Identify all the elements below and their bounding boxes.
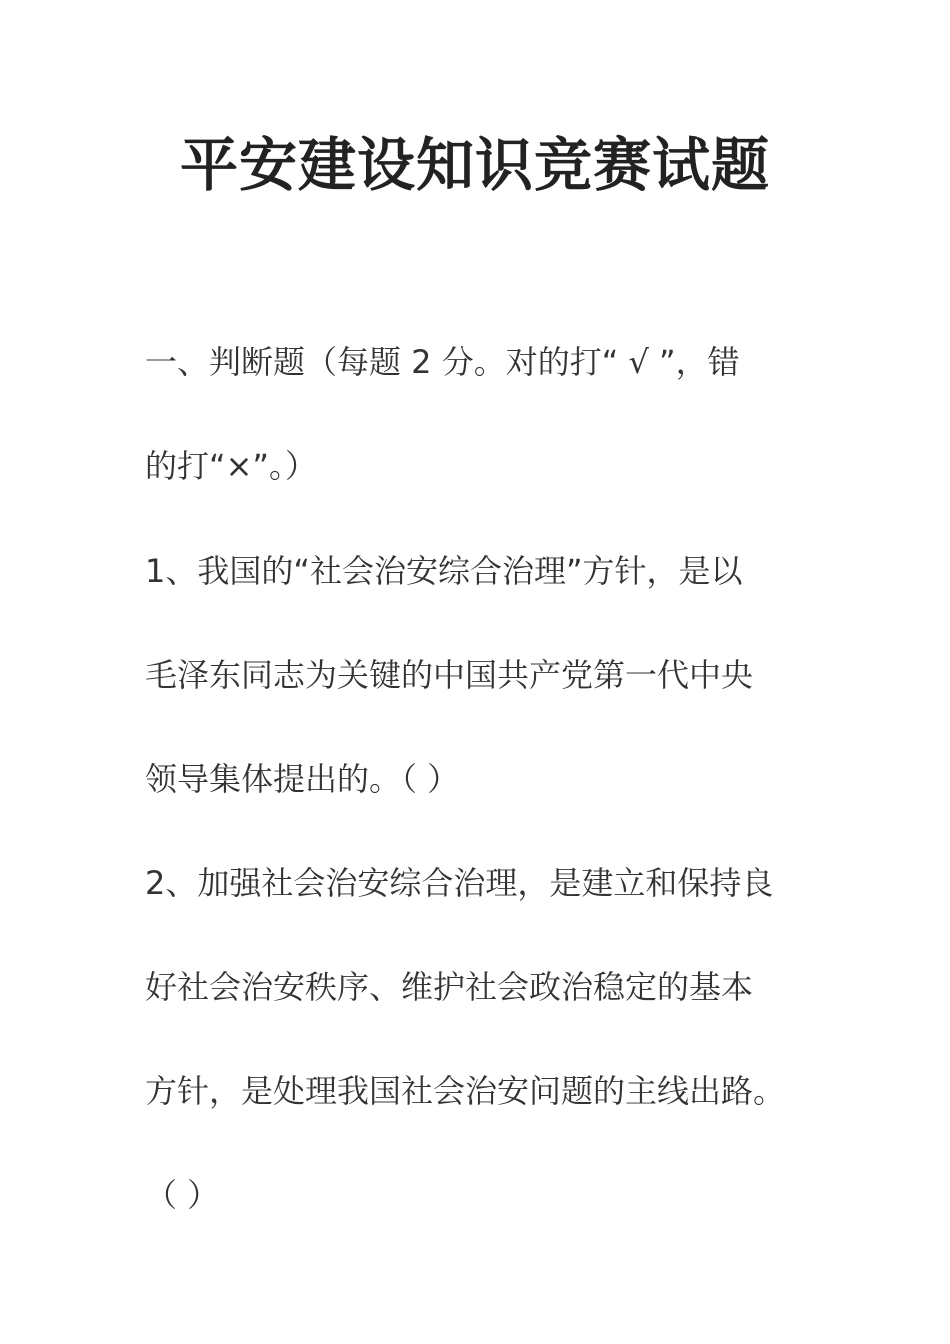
question-2-line-1: 2、加强社会治安综合治理，是建立和保持良 — [145, 864, 774, 902]
document-title: 平安建设知识竞赛试题 — [179, 131, 770, 199]
question-1-line-2: 毛泽东同志为关键的中国共产党第一代中央 — [145, 656, 754, 694]
question-1-line-3: 领导集体提出的。（ ） — [145, 760, 460, 798]
question-2-line-3: 方针，是处理我国社会治安问题的主线出路。 — [145, 1072, 786, 1110]
section-heading-line-2: 的打“×”。） — [145, 447, 317, 485]
question-2-answer-blank: （ ） — [145, 1176, 220, 1214]
question-2-line-2: 好社会治安秩序、维护社会政治稳定的基本 — [145, 968, 754, 1006]
question-1-line-1: 1、我国的“社会治安综合治理”方针，是以 — [145, 552, 743, 590]
section-heading-line-1: 一、判断题（每题 2 分。对的打“ √ ”，错 — [145, 343, 740, 381]
